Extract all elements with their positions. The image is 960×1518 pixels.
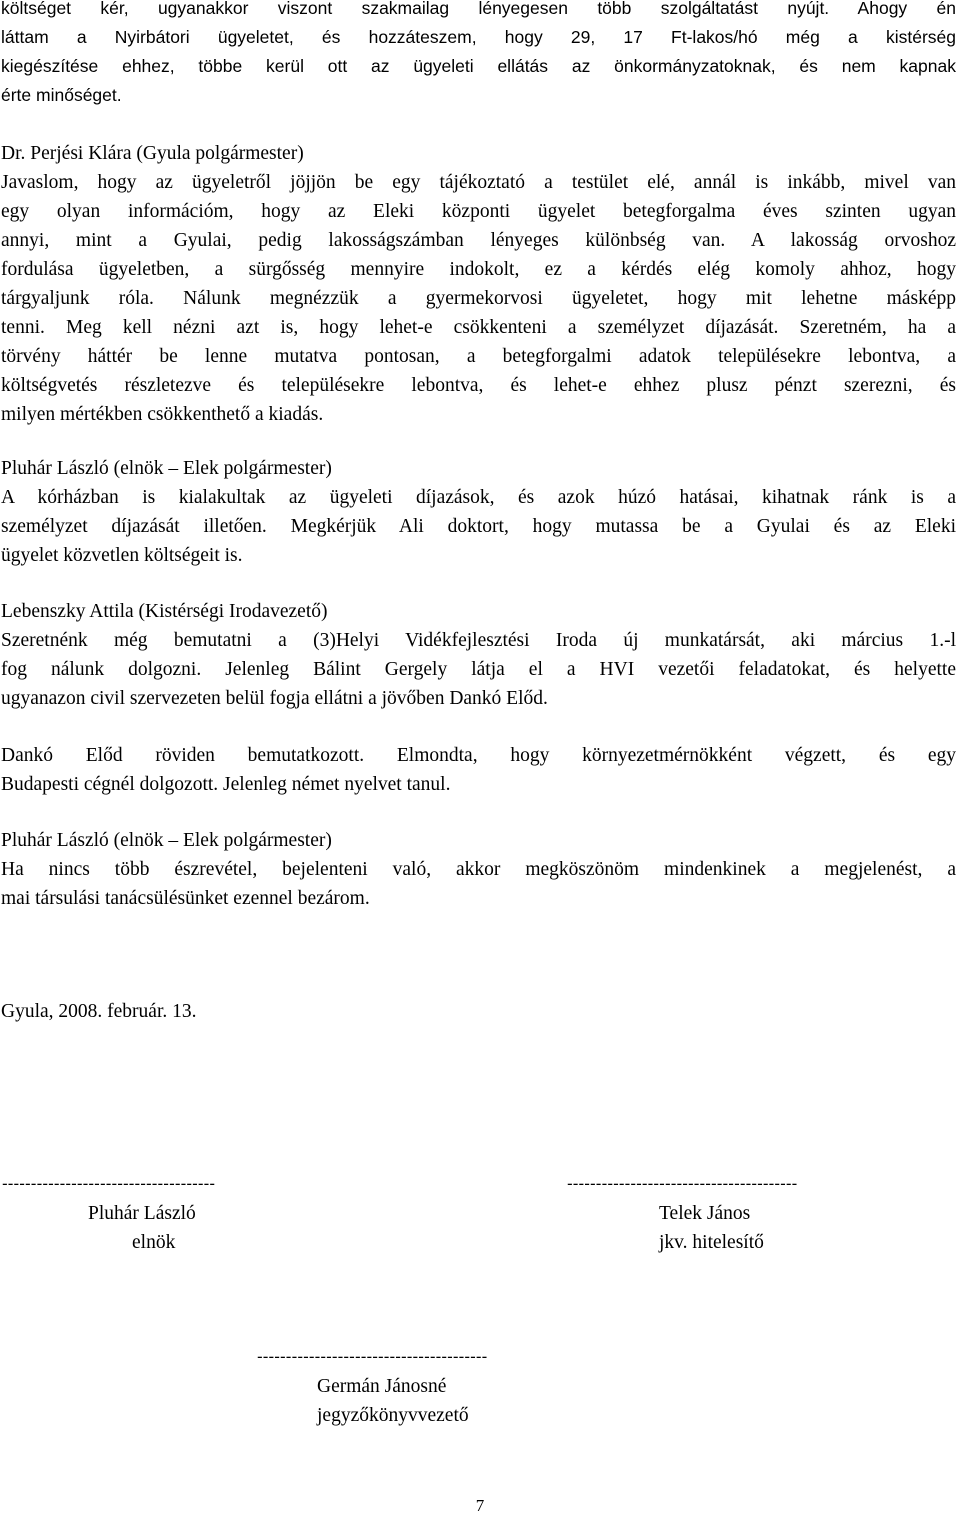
signer-name-right: Telek János: [659, 1203, 751, 1224]
text-line: törvény háttér be lenne mutatva pontosan, a betegforgalmi adatok településekre lebontva, a: [1, 346, 956, 367]
text-line: Ha nincs több észrevétel, bejelenteni való, akkor megköszönöm mindenkinek a megjelenést, a: [1, 859, 956, 880]
text-line: tárgyaljunk róla. Nálunk megnézzük a gyermekorvosi ügyeletet, hogy mit lehetne másképp: [1, 288, 956, 309]
speaker-heading: Pluhár László (elnök – Elek polgármester): [1, 830, 332, 851]
signer-role-left: elnök: [132, 1232, 176, 1253]
text-line: ügyelet közvetlen költségeit is.: [1, 545, 243, 566]
text-line: milyen mértékben csökkenthető a kiadás.: [1, 404, 324, 425]
text-line: fordulása ügyeletben, a sürgősség mennyire indokolt, ez a kérdés elég komoly ahhoz, hogy: [1, 259, 956, 280]
page-number: 7: [475, 1496, 485, 1515]
signer-role-bottom: jegyzőkönyvvezető: [317, 1405, 469, 1426]
signer-name-bottom: Germán Jánosné: [317, 1376, 447, 1397]
text-line: kiegészítése ehhez, többe kerül ott az ügyeleti ellátás az önkormányzatoknak, és nem kapnak: [1, 56, 956, 76]
place-date: Gyula, 2008. február. 13.: [1, 1001, 197, 1022]
text-line: érte minőséget.: [1, 85, 122, 105]
speaker-heading: Lebenszky Attila (Kistérségi Irodavezető): [1, 601, 328, 622]
text-line: annyi, mint a Gyulai, pedig lakosságszámban lényeges különbség van. A lakosság orvoshoz: [1, 230, 956, 251]
text-line: Szeretnénk még bemutatni a (3)Helyi Vidékfejlesztési Iroda új munkatársát, aki március 1.-l: [1, 630, 956, 651]
speaker-heading: Dr. Perjési Klára (Gyula polgármester): [1, 143, 304, 164]
text-line: személyzet díjazását illetően. Megkérjük Ali doktort, hogy mutassa be a Gyulai és az Eleki: [1, 516, 956, 537]
text-line: egy olyan információm, hogy az Eleki központi ügyelet betegforgalma éves szinten ugyan: [1, 201, 956, 222]
text-line: A kórházban is kialakultak az ügyeleti díjazások, és azok húzó hatásai, kihatnak ránk is a: [1, 487, 956, 508]
text-line: költségvetés részletezve és településekre lebontva, és lehet-e ehhez plusz pénzt szerezni, és: [1, 375, 956, 396]
text-line: mai társulási tanácsülésünket ezennel bezárom.: [1, 888, 370, 909]
signer-role-right: jkv. hitelesítő: [659, 1232, 764, 1253]
text-line: tenni. Meg kell nézni azt is, hogy lehet-e csökkenteni a személyzet díjazását. Szeretném, ha a: [1, 317, 956, 338]
text-line: láttam a Nyirbátori ügyeletet, és hozzáteszem, hogy 29, 17 Ft-lakos/hó még a kistérség: [1, 27, 956, 47]
text-line: ugyanazon civil szervezeten belül fogja ellátni a jövőben Dankó Előd.: [1, 688, 548, 709]
signature-line-bottom: ----------------------------------------: [257, 1347, 488, 1366]
speaker-heading: Pluhár László (elnök – Elek polgármester): [1, 458, 332, 479]
text-line: fog nálunk dolgozni. Jelenleg Bálint Gergely látja el a HVI vezetői feladatokat, és helyette: [1, 659, 956, 680]
text-line: Dankó Előd röviden bemutatkozott. Elmondta, hogy környezetmérnökként végzett, és egy: [1, 745, 956, 766]
signature-line-right: ----------------------------------------: [567, 1174, 798, 1193]
text-line: költséget kér, ugyanakkor viszont szakmailag lényegesen több szolgáltatást nyújt. Ahogy én: [1, 0, 956, 18]
text-line: Budapesti cégnél dolgozott. Jelenleg német nyelvet tanul.: [1, 774, 451, 795]
signer-name-left: Pluhár László: [88, 1203, 196, 1224]
signature-line-left: -------------------------------------: [2, 1174, 216, 1193]
text-line: Javaslom, hogy az ügyeletről jöjjön be egy tájékoztató a testület elé, annál is inkább, mivel van: [1, 172, 956, 193]
